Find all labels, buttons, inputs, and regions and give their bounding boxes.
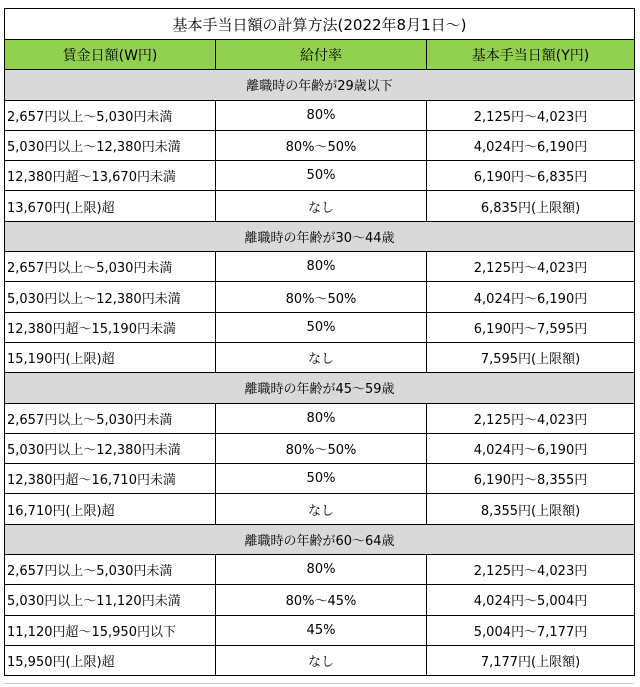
- table-row: [5, 252, 635, 282]
- table-row: [5, 585, 635, 615]
- wage-cell: 5,030円以上〜12,380円未満: [5, 433, 216, 463]
- wage-cell: 5,030円以上〜12,380円未満: [5, 282, 216, 312]
- benefit-table-container: [4, 8, 634, 676]
- table-row: [5, 100, 635, 130]
- rate-cell: 80%〜50%: [216, 282, 427, 312]
- rate-cell: 80%: [216, 555, 427, 585]
- amount-cell: 2,125円〜4,023円: [427, 555, 635, 585]
- amount-cell: 6,190円〜8,355円: [427, 464, 635, 494]
- rate-cell: なし: [216, 342, 427, 372]
- table-row: [5, 130, 635, 160]
- age-section-header: [5, 70, 635, 100]
- table-row: [5, 342, 635, 372]
- amount-cell: 5,004円〜7,177円: [427, 615, 635, 645]
- wage-cell: 13,670円(上限)超: [5, 191, 216, 221]
- table-row: [5, 615, 635, 645]
- wage-cell: 15,950円(上限)超: [5, 645, 216, 675]
- wage-cell: 5,030円以上〜12,380円未満: [5, 130, 216, 160]
- table-title: 基本手当日額の計算方法(2022年8月1日〜): [5, 9, 635, 40]
- amount-cell: 2,125円〜4,023円: [427, 100, 635, 130]
- table-row: [5, 312, 635, 342]
- wage-cell: 2,657円以上〜5,030円未満: [5, 252, 216, 282]
- age-section-label: 離職時の年齢が45〜59歳: [5, 373, 635, 403]
- age-section-header: [5, 524, 635, 554]
- table-row: [5, 282, 635, 312]
- header-row: [5, 40, 635, 70]
- rate-cell: 80%: [216, 100, 427, 130]
- rate-cell: 50%: [216, 464, 427, 494]
- wage-cell: 12,380円超〜13,670円未満: [5, 161, 216, 191]
- table-row: [5, 464, 635, 494]
- age-section-label: 離職時の年齢が60〜64歳: [5, 524, 635, 554]
- rate-cell: 80%〜50%: [216, 433, 427, 463]
- benefit-calculation-table: [4, 8, 635, 676]
- age-section-header: [5, 373, 635, 403]
- table-row: [5, 645, 635, 675]
- amount-cell: 4,024円〜6,190円: [427, 282, 635, 312]
- rate-cell: 50%: [216, 161, 427, 191]
- age-section-label: 離職時の年齢が30〜44歳: [5, 221, 635, 251]
- wage-cell: 15,190円(上限)超: [5, 342, 216, 372]
- table-title-row: [5, 9, 635, 40]
- table-row: [5, 403, 635, 433]
- header-wage: 賃金日額(W円): [5, 40, 216, 70]
- table-row: [5, 161, 635, 191]
- rate-cell: 45%: [216, 615, 427, 645]
- age-section-header: [5, 221, 635, 251]
- age-section-label: 離職時の年齢が29歳以下: [5, 70, 635, 100]
- wage-cell: 16,710円(上限)超: [5, 494, 216, 524]
- rate-cell: なし: [216, 645, 427, 675]
- table-row: [5, 555, 635, 585]
- rate-cell: 80%〜45%: [216, 585, 427, 615]
- wage-cell: 12,380円超〜15,190円未満: [5, 312, 216, 342]
- amount-cell: 6,190円〜7,595円: [427, 312, 635, 342]
- wage-cell: 2,657円以上〜5,030円未満: [5, 403, 216, 433]
- amount-cell: 7,595円(上限額): [427, 342, 635, 372]
- header-amount: 基本手当日額(Y円): [427, 40, 635, 70]
- rate-cell: 50%: [216, 312, 427, 342]
- amount-cell: 7,177円(上限額): [427, 645, 635, 675]
- amount-cell: 6,835円(上限額): [427, 191, 635, 221]
- rate-cell: なし: [216, 494, 427, 524]
- amount-cell: 4,024円〜6,190円: [427, 130, 635, 160]
- wage-cell: 5,030円以上〜11,120円未満: [5, 585, 216, 615]
- table-row: [5, 433, 635, 463]
- rate-cell: 80%: [216, 252, 427, 282]
- header-rate: 給付率: [216, 40, 427, 70]
- wage-cell: 12,380円超〜16,710円未満: [5, 464, 216, 494]
- amount-cell: 2,125円〜4,023円: [427, 403, 635, 433]
- wage-cell: 11,120円超〜15,950円以下: [5, 615, 216, 645]
- bottom-divider: [4, 683, 634, 684]
- table-row: [5, 494, 635, 524]
- rate-cell: なし: [216, 191, 427, 221]
- amount-cell: 8,355円(上限額): [427, 494, 635, 524]
- amount-cell: 2,125円〜4,023円: [427, 252, 635, 282]
- wage-cell: 2,657円以上〜5,030円未満: [5, 555, 216, 585]
- rate-cell: 80%: [216, 403, 427, 433]
- table-row: [5, 191, 635, 221]
- amount-cell: 6,190円〜6,835円: [427, 161, 635, 191]
- wage-cell: 2,657円以上〜5,030円未満: [5, 100, 216, 130]
- amount-cell: 4,024円〜6,190円: [427, 433, 635, 463]
- rate-cell: 80%〜50%: [216, 130, 427, 160]
- amount-cell: 4,024円〜5,004円: [427, 585, 635, 615]
